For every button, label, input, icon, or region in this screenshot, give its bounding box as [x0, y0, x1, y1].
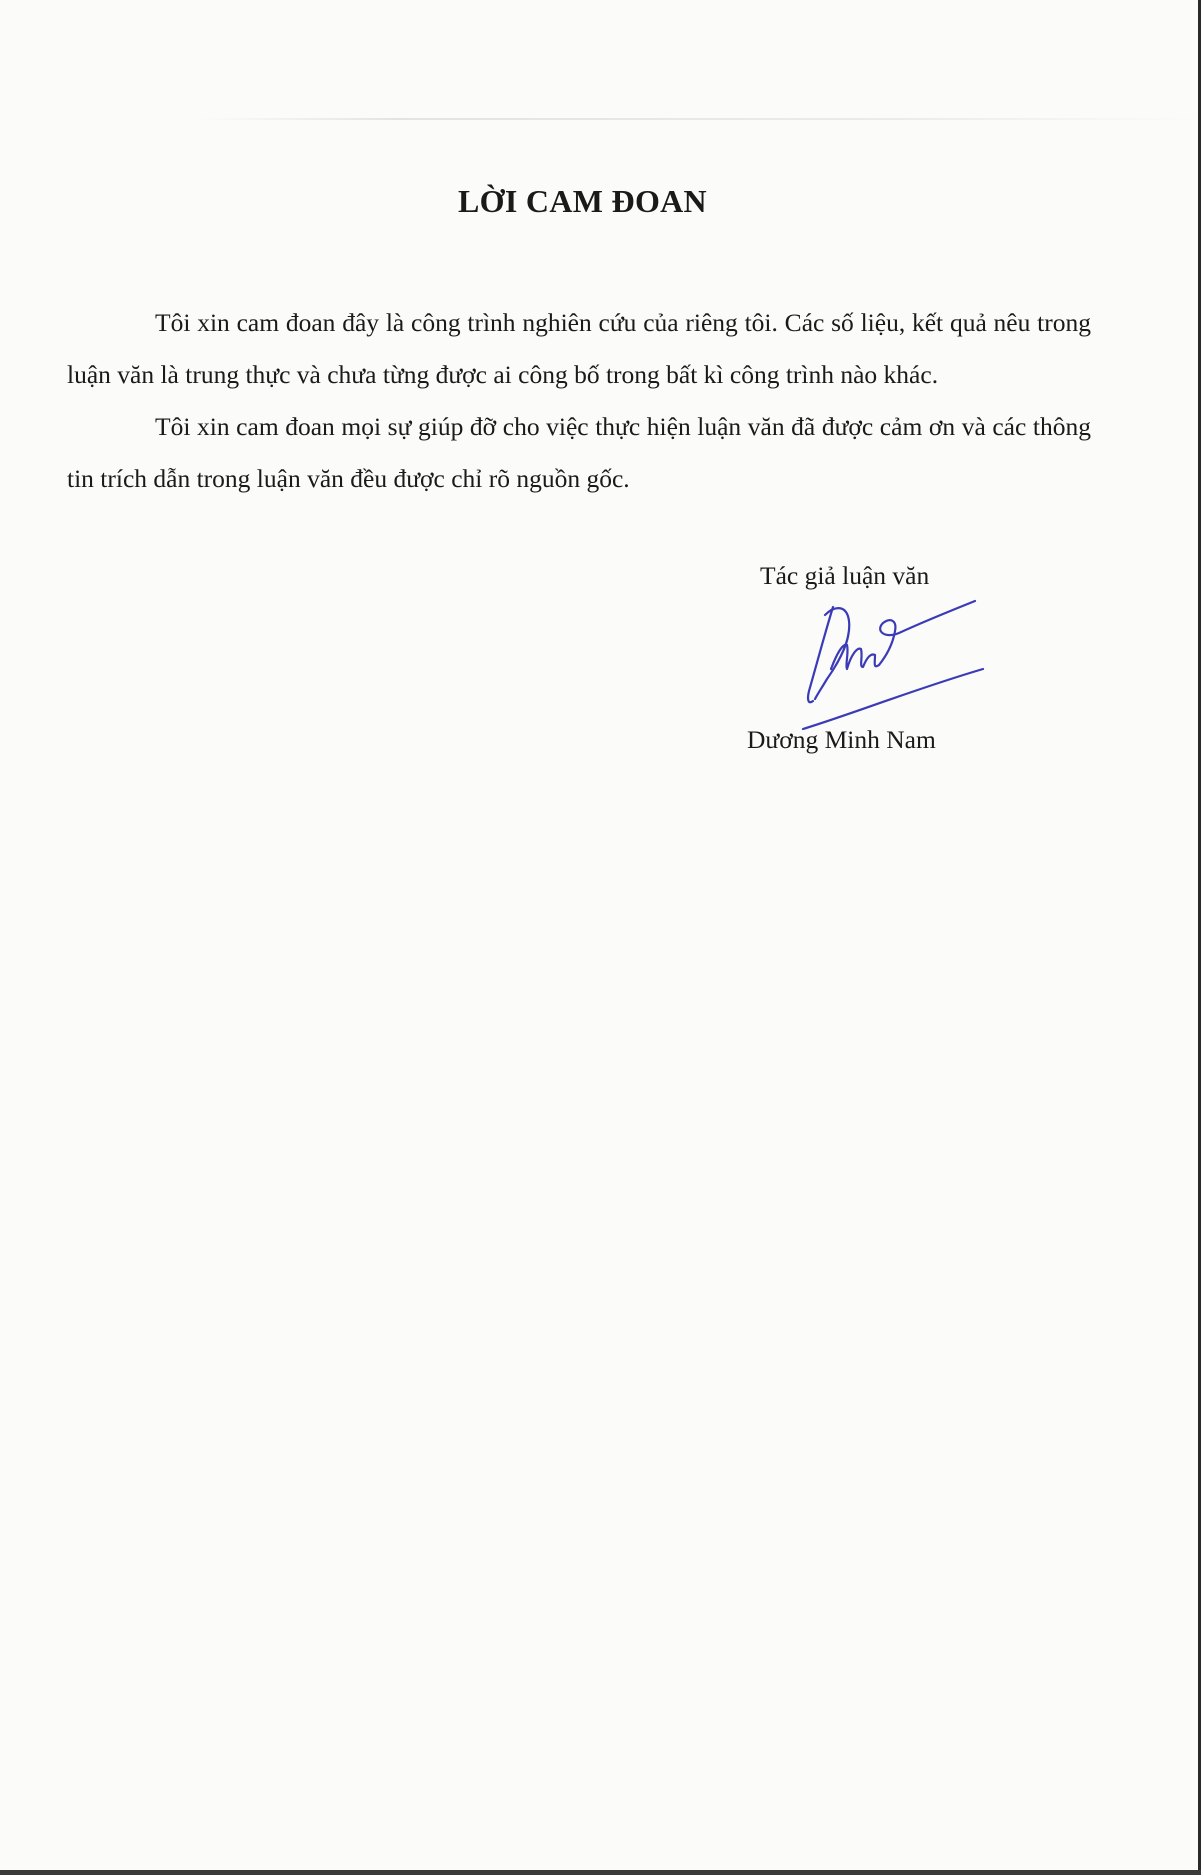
author-label: Tác giả luận văn	[760, 561, 930, 590]
paragraph-2: Tôi xin cam đoan mọi sự giúp đỡ cho việc thực hiện luận văn đã được cảm ơn và các thông tin trích dẫn trong luận văn đều được chỉ rõ nguồn gốc.	[67, 412, 1091, 493]
declaration-body	[67, 297, 1091, 505]
scan-edge-bottom	[0, 1870, 1201, 1875]
paragraph-1: Tôi xin cam đoan đây là công trình nghiên cứu của riêng tôi. Các số liệu, kết quả nêu trong luận văn là trung thực và chưa từng được ai công bố trong bất kì công trình nào khác.	[67, 308, 1091, 389]
author-name: Dương Minh Nam	[747, 725, 936, 754]
page-title: LỜI CAM ĐOAN	[458, 183, 707, 219]
scan-edge-top	[200, 118, 1200, 120]
signature-icon	[795, 595, 985, 730]
